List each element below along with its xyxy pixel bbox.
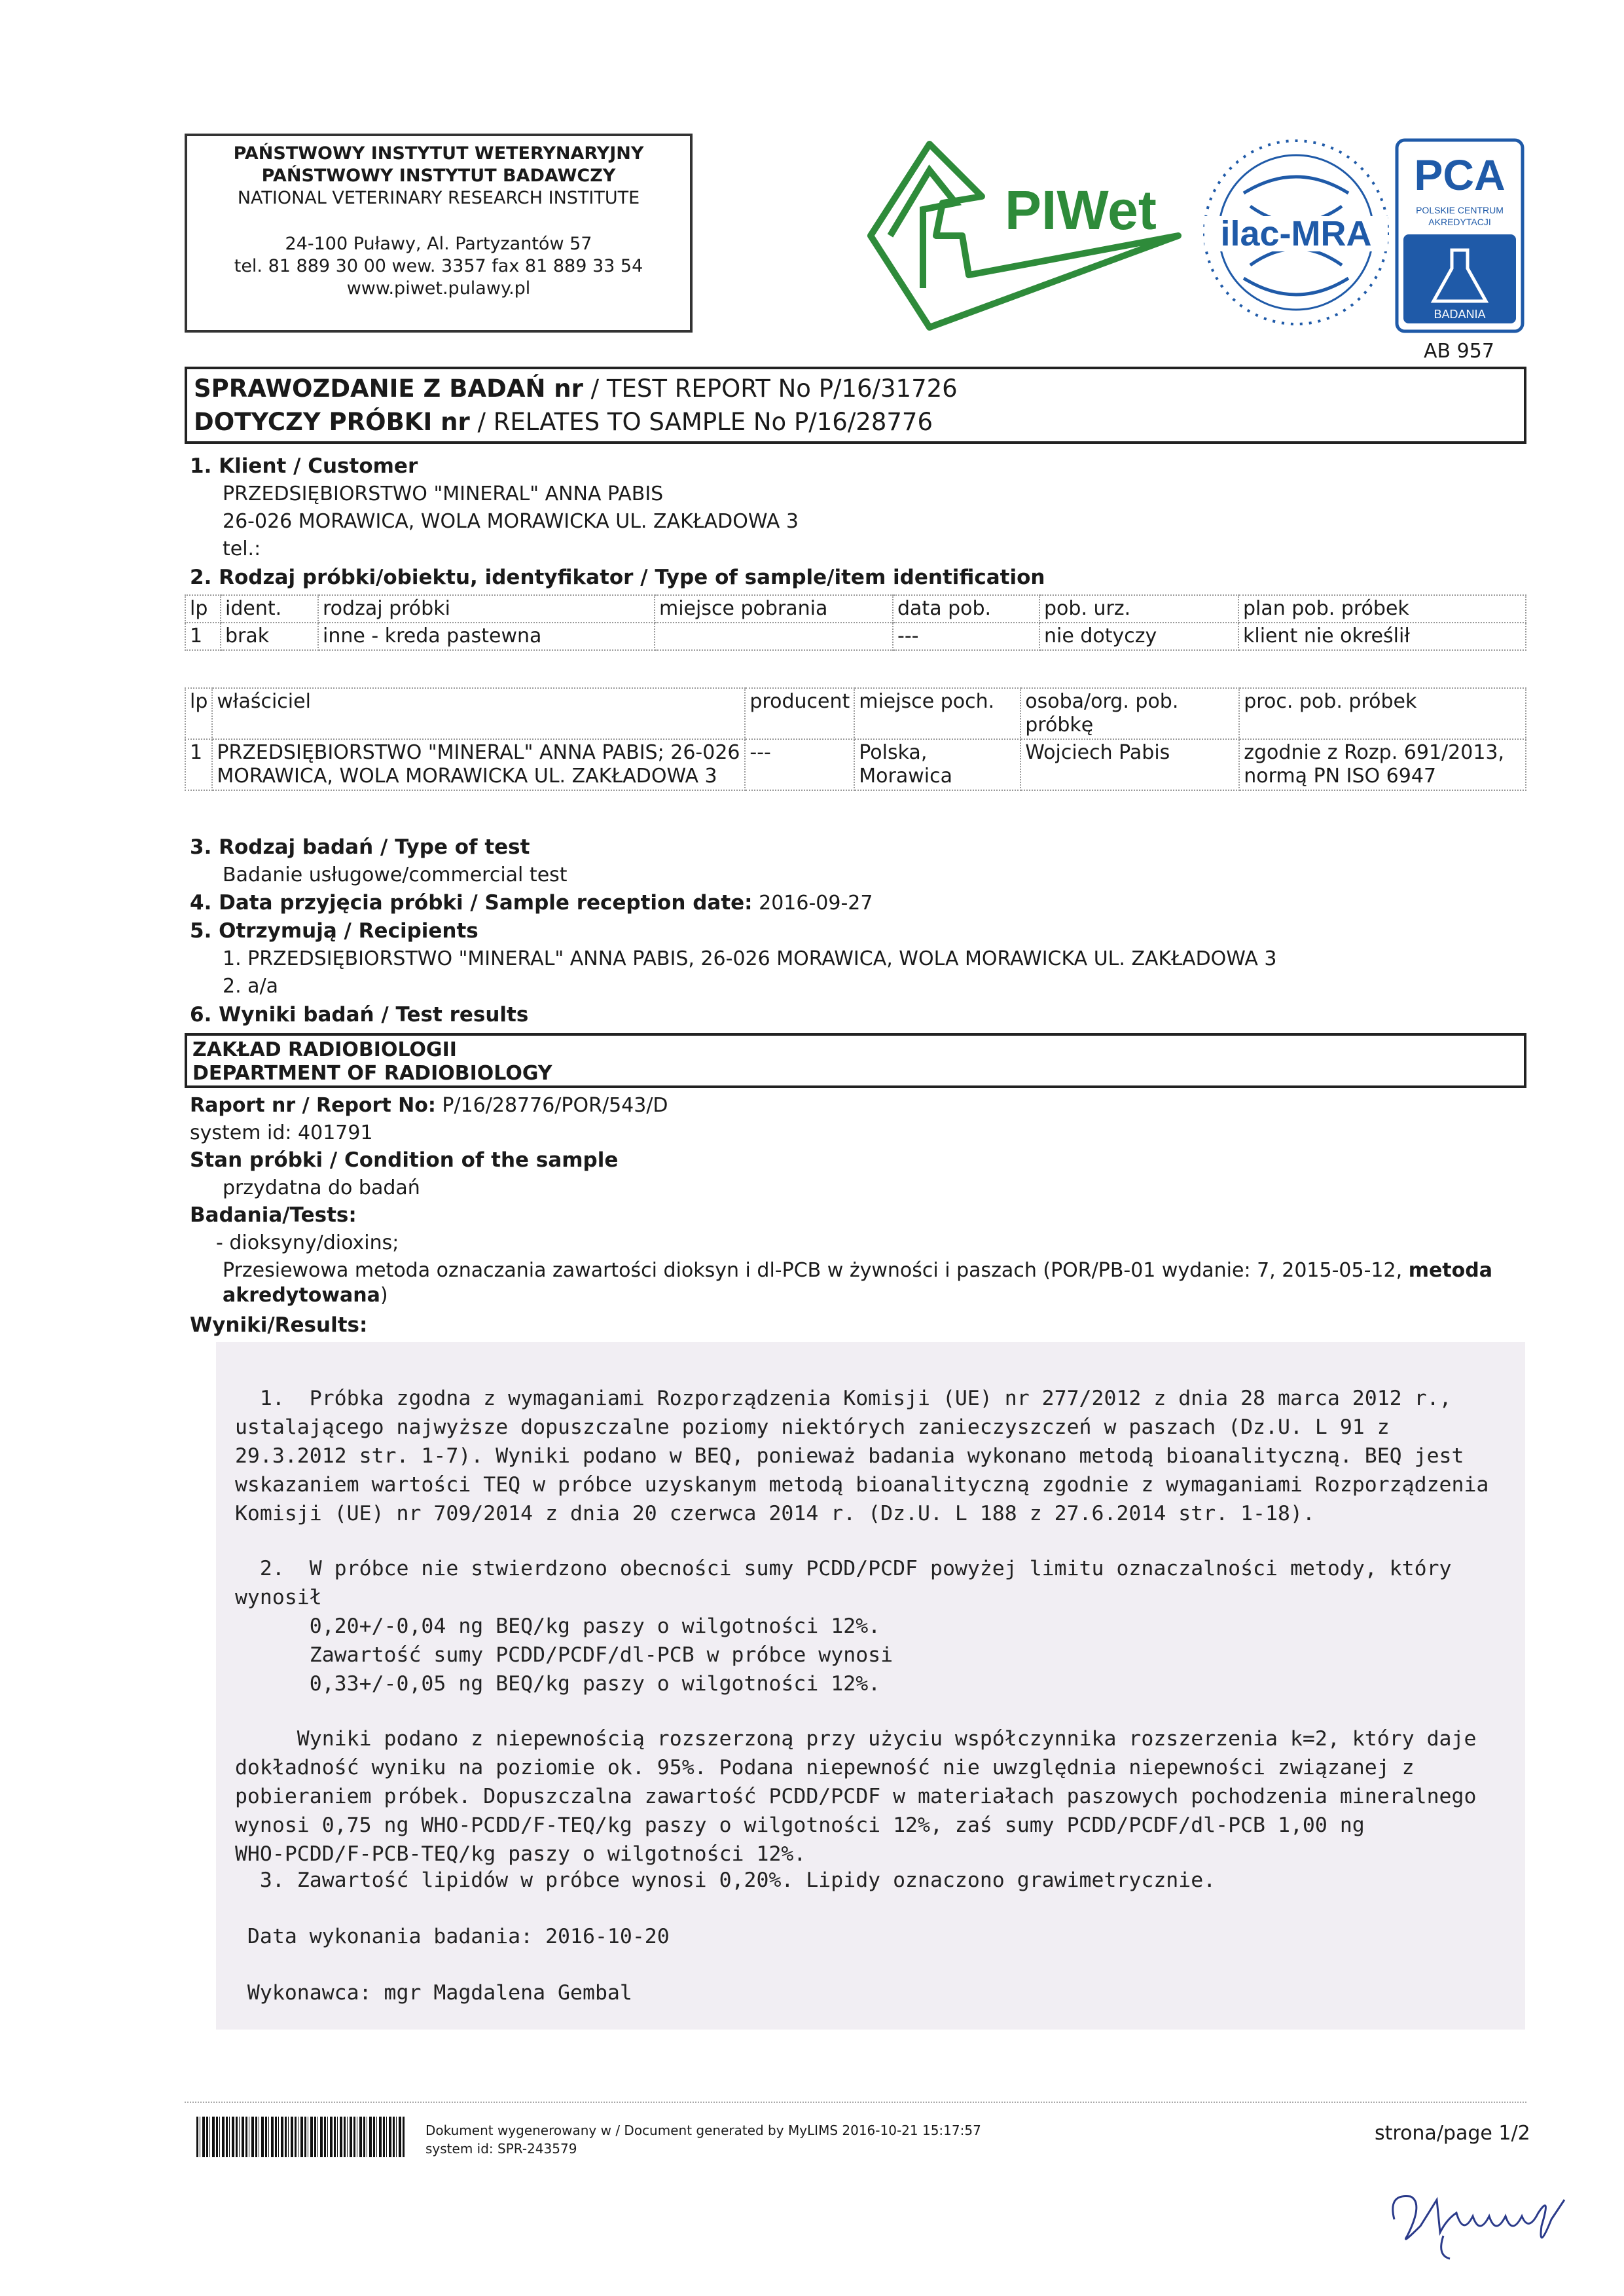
signature-icon (1375, 2174, 1584, 2265)
barcode-icon (196, 2117, 406, 2157)
sample-table-1 (185, 594, 1526, 651)
result-line: 0,20+/-0,04 ng BEQ/kg paszy o wilgotności 12%. (223, 1614, 881, 1638)
section-results-heading: 6. Wyniki badań / Test results (190, 1003, 529, 1027)
table-header-cell: producent (745, 688, 854, 739)
table-cell: klient nie określił (1238, 623, 1526, 650)
result-line: Wyniki podano z niepewnością rozszerzoną przy użyciu współczynnika rozszerzenia k=2, który daje (223, 1727, 1477, 1751)
table-cell: nie dotyczy (1039, 623, 1238, 650)
section-sample-heading: 2. Rodzaj próbki/obiektu, identyfikator / Type of sample/item identification (190, 566, 1045, 589)
table-header-cell: osoba/org. pob. próbkę (1020, 688, 1239, 739)
institute-name-pl: PAŃSTWOWY INSTYTUT WETERYNARYJNY (233, 143, 644, 164)
sample-table-2 (185, 687, 1526, 791)
recipient-item: 2. a/a (223, 975, 279, 998)
table-cell: inne - kreda pastewna (318, 623, 655, 650)
ilac-globe-icon (1198, 134, 1394, 331)
signature (1375, 2174, 1584, 2265)
tests-line-1: - dioksyny/dioxins; (216, 1231, 399, 1254)
pca-sub-1: POLSKIE CENTRUM (1416, 205, 1504, 215)
report-title-box (185, 367, 1526, 444)
result-line: 29.3.2012 str. 1-7). Wyniki podano w BEQ, ponieważ badania wykonano metodą bioanalityczną. BEQ jest (223, 1444, 1464, 1468)
section-recipients-heading: 5. Otrzymują / Recipients (190, 919, 478, 943)
performer: Wykonawca: mgr Magdalena Gembal (223, 1981, 632, 2005)
footer-divider (185, 2102, 1526, 2103)
customer-tel: tel.: (223, 538, 261, 560)
table-header-cell: lp (185, 595, 221, 623)
table-header-cell: proc. pob. próbek (1239, 688, 1526, 739)
table-header-cell: lp (185, 688, 212, 739)
report-number: P/16/28776/POR/543/D (442, 1094, 668, 1117)
test-type-value: Badanie usługowe/commercial test (223, 864, 568, 886)
institute-phone: tel. 81 889 30 00 wew. 3357 fax 81 889 33 54 (234, 256, 643, 276)
table-header-cell: data pob. (893, 595, 1039, 623)
table-header-row (185, 595, 1526, 623)
condition-label: Stan próbki / Condition of the sample (190, 1148, 619, 1172)
table-cell: --- (745, 739, 854, 790)
table-cell: PRZEDSIĘBIORSTWO "MINERAL" ANNA PABIS; 26-026 MORAWICA, WOLA MORAWICKA UL. ZAKŁADOWA 3 (212, 739, 745, 790)
table-header-cell: miejsce pobrania (655, 595, 893, 623)
department-box (185, 1033, 1526, 1088)
tests-close-paren: ) (380, 1284, 388, 1307)
pca-logo-text: PCA (1414, 151, 1506, 199)
institute-address: 24-100 Puławy, Al. Partyzantów 57 (285, 234, 592, 254)
result-line: dokładność wyniku na poziomie ok. 95%. Podana niepewność nie uwzględnia niepewności związanej z (223, 1756, 1415, 1779)
report-title-en: / TEST REPORT No P/16/31726 (590, 374, 958, 403)
tests-line-2 (223, 1258, 1525, 1308)
system-id: system id: 401791 (190, 1121, 373, 1144)
table-cell: 1 (185, 623, 221, 650)
table-cell: Polska, Morawica (854, 739, 1020, 790)
result-paragraph-4: 3. Zawartość lipidów w próbce wynosi 0,20%. Lipidy oznaczono grawimetrycznie. (223, 1868, 1216, 1892)
department-name-en: DEPARTMENT OF RADIOBIOLOGY (192, 1062, 552, 1085)
result-line: ustalającego najwyższe dopuszczalne poziomy niektórych zanieczyszczeń w paszach (Dz.U. L 91 z (223, 1415, 1390, 1439)
table-header-cell: rodzaj próbki (318, 595, 655, 623)
piwet-emblem-icon (864, 137, 1191, 334)
test-date: Data wykonania badania: 2016-10-20 (223, 1925, 670, 1948)
table-cell (655, 623, 893, 650)
table-cell: brak (221, 623, 318, 650)
footer-info (425, 2121, 981, 2158)
pca-badania-text: BADANIA (1434, 308, 1486, 321)
piwet-logo (864, 137, 1191, 334)
report-number-label: Raport nr / Report No: (190, 1094, 436, 1117)
section-test-type-heading: 3. Rodzaj badań / Type of test (190, 835, 530, 859)
page-number: strona/page 1/2 (1375, 2122, 1530, 2145)
results-label: Wyniki/Results: (190, 1313, 368, 1337)
customer-address: 26-026 MORAWICA, WOLA MORAWICKA UL. ZAKŁADOWA 3 (223, 510, 799, 533)
result-line: 2. W próbce nie stwierdzono obecności sumy PCDD/PCDF powyżej limitu oznaczalności metody, który (223, 1557, 1452, 1580)
section-reception-heading: 4. Data przyjęcia próbki / Sample reception date: (190, 891, 753, 915)
result-line: wskazaniem wartości TEQ w próbce uzyskanym metodą bioanalityczną zgodnie z wymaganiami Rozporządzenia (223, 1473, 1489, 1497)
reception-date: 2016-09-27 (759, 892, 873, 915)
section-customer-heading: 1. Klient / Customer (190, 454, 418, 478)
result-line: pobieraniem próbek. Dopuszczalna zawartość PCDD/PCDF w materiałach paszowych pochodzenia mineralnego (223, 1785, 1477, 1808)
recipient-item: 1. PRZEDSIĘBIORSTWO "MINERAL" ANNA PABIS, 26-026 MORAWICA, WOLA MORAWICKA UL. ZAKŁADOWA 3 (223, 947, 1277, 970)
condition-value: przydatna do badań (223, 1176, 420, 1199)
institute-name-en: NATIONAL VETERINARY RESEARCH INSTITUTE (237, 188, 640, 208)
sample-title-en: / RELATES TO SAMPLE No P/16/28776 (477, 408, 933, 436)
table-cell: 1 (185, 739, 212, 790)
table-cell: Wojciech Pabis (1020, 739, 1239, 790)
footer-system-id: system id: SPR-243579 (425, 2141, 577, 2157)
report-title-pl: SPRAWOZDANIE Z BADAŃ nr (194, 374, 583, 403)
institute-header-box (185, 134, 693, 333)
ilac-logo-text: ilac-MRA (1220, 214, 1372, 253)
customer-name: PRZEDSIĘBIORSTWO "MINERAL" ANNA PABIS (223, 483, 664, 505)
accredited-method-label: metoda (1408, 1259, 1492, 1282)
piwet-logo-text: PIWet (1005, 179, 1157, 241)
table-row (185, 623, 1526, 650)
table-header-cell: właściciel (212, 688, 745, 739)
result-line: Zawartość sumy PCDD/PCDF/dl-PCB w próbce wynosi (223, 1643, 893, 1667)
table-header-cell: ident. (221, 595, 318, 623)
table-header-cell: plan pob. próbek (1238, 595, 1526, 623)
result-line: 1. Próbka zgodna z wymaganiami Rozporządzenia Komisji (UE) nr 277/2012 z dnia 28 marca 2012 r., (223, 1387, 1452, 1410)
table-header-row (185, 688, 1526, 739)
table-header-cell: pob. urz. (1039, 595, 1238, 623)
pca-sub-2: AKREDYTACJI (1428, 217, 1491, 227)
sample-title-pl: DOTYCZY PRÓBKI nr (194, 408, 470, 436)
result-line: 0,33+/-0,05 ng BEQ/kg paszy o wilgotności 12%. (223, 1672, 881, 1696)
pca-badge-icon (1394, 137, 1525, 334)
department-name-pl: ZAKŁAD RADIOBIOLOGII (192, 1038, 457, 1061)
result-line: wynosił (223, 1586, 322, 1609)
table-header-cell: miejsce poch. (854, 688, 1020, 739)
tests-label: Badania/Tests: (190, 1203, 357, 1227)
table-cell: zgodnie z Rozp. 691/2013, normą PN ISO 6947 (1239, 739, 1526, 790)
institute-name-pl-2: PAŃSTWOWY INSTYTUT BADAWCZY (261, 166, 616, 186)
pca-logo (1394, 137, 1525, 334)
table-cell: --- (893, 623, 1039, 650)
table-row (185, 739, 1526, 790)
institute-website: www.piwet.pulawy.pl (346, 278, 531, 299)
accredited-method-label-2: akredytowana (223, 1284, 380, 1307)
tests-method-text: Przesiewowa metoda oznaczania zawartości dioksyn i dl-PCB w żywności i paszach (POR/PB-01 wydanie: 7, 2015-05-12, (223, 1259, 1403, 1282)
footer-generated: Dokument wygenerowany w / Document generated by MyLIMS 2016-10-21 15:17:57 (425, 2123, 981, 2138)
result-line: WHO-PCDD/F-PCB-TEQ/kg paszy o wilgotności 12%. (223, 1842, 806, 1866)
ilac-mra-logo (1198, 134, 1394, 331)
result-line: Komisji (UE) nr 709/2014 z dnia 20 czerwca 2014 r. (Dz.U. L 188 z 27.6.2014 str. 1-18). (223, 1502, 1315, 1525)
accreditation-number: AB 957 (1424, 340, 1494, 363)
result-line: wynosi 0,75 ng WHO-PCDD/F-TEQ/kg paszy o wilgotności 12%, zaś sumy PCDD/PCDF/dl-PCB 1,00 ng (223, 1813, 1365, 1837)
